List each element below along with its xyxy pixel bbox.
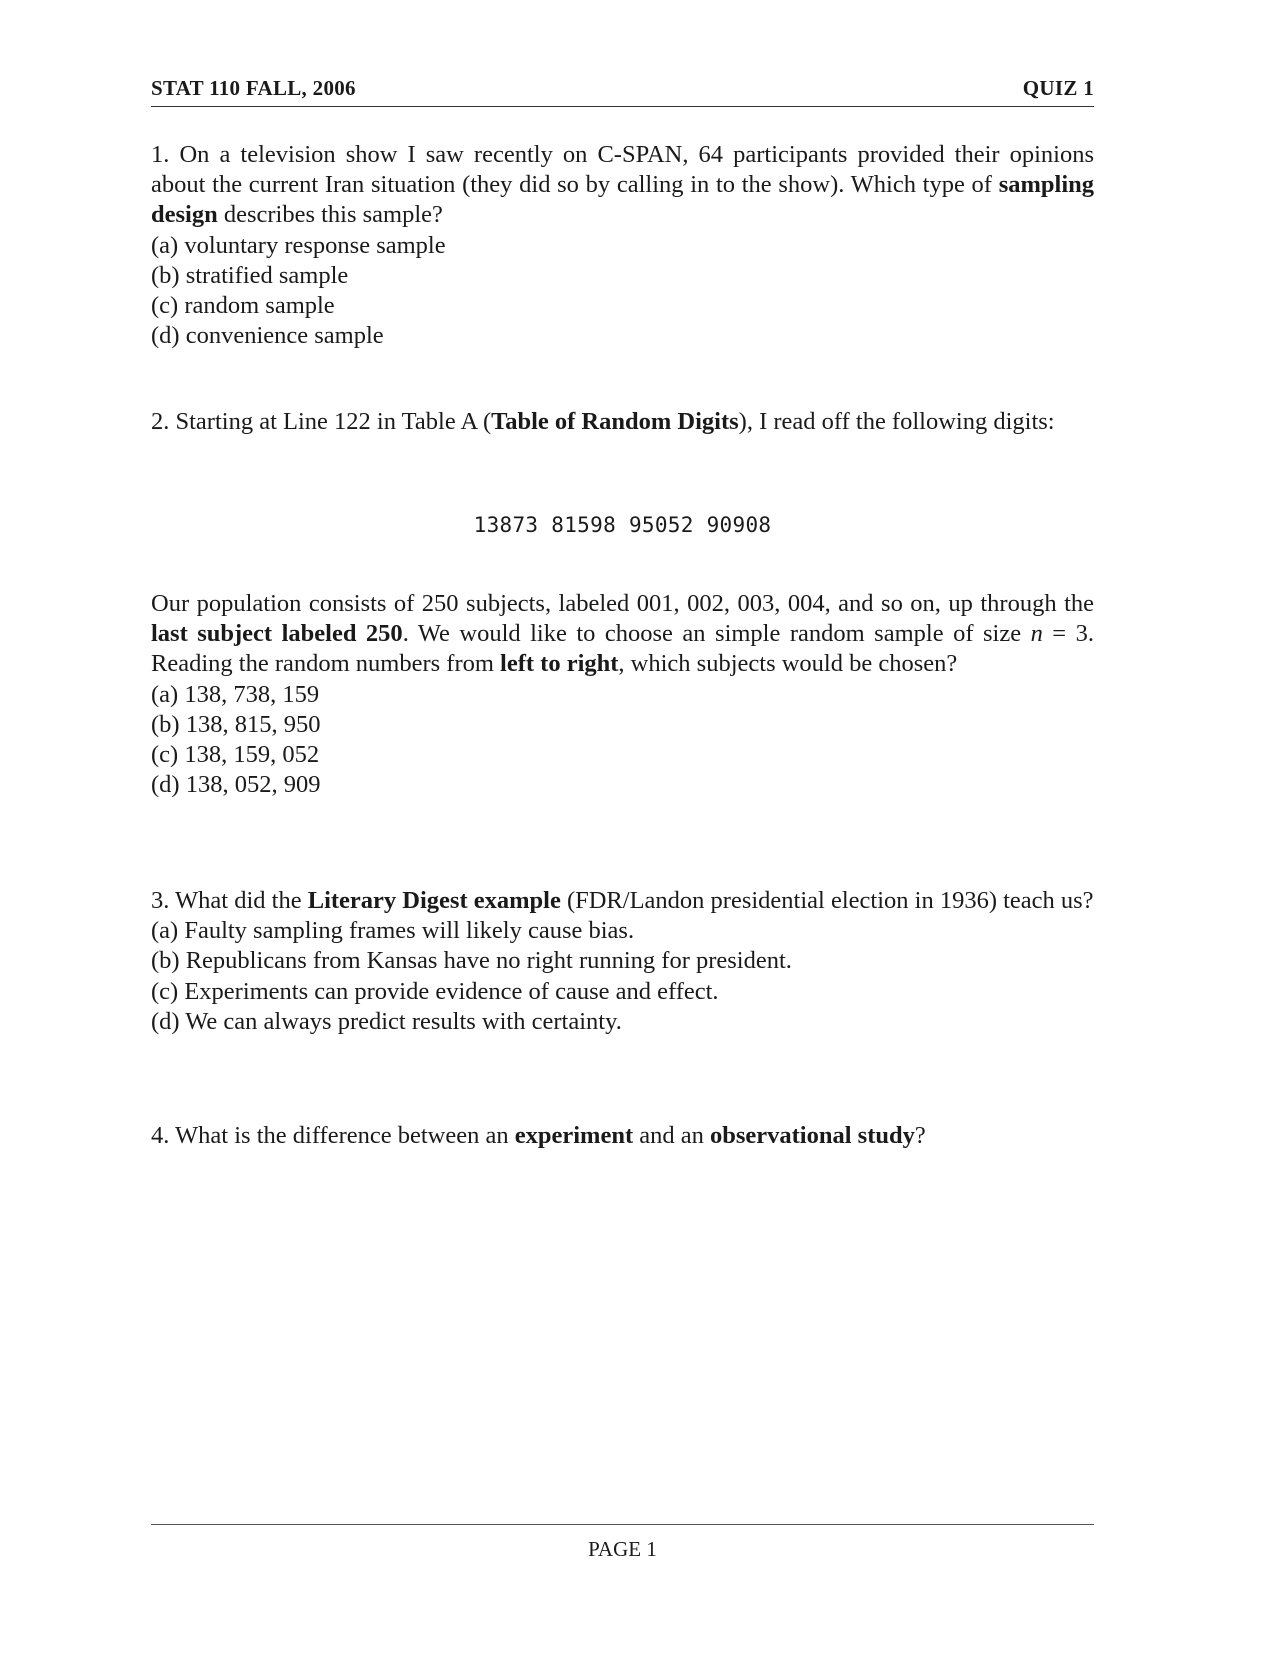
random-digits: 13873 81598 95052 90908 [473, 513, 772, 537]
course-title: STAT 110 FALL, 2006 [151, 76, 356, 100]
quiz-title: QUIZ 1 [1022, 76, 1094, 100]
page-header [151, 74, 1094, 107]
q2-text-4: , which subjects would be chosen? [618, 650, 958, 678]
q2-variable: n [1030, 620, 1043, 648]
question-1-option-c: (c) random sample [151, 292, 335, 320]
question-4-text: 4. What is the difference between an [151, 1122, 515, 1149]
question-4-stem [151, 1121, 1094, 1151]
question-1 [151, 140, 1094, 351]
quiz-page [151, 0, 1094, 1656]
question-2 [151, 407, 1094, 437]
q2-keyword-1: last subject labeled 250 [151, 620, 403, 648]
question-4 [151, 1121, 1094, 1151]
question-1-option-d: (d) convenience sample [151, 322, 384, 350]
question-1-stem [151, 140, 1094, 231]
question-2-option-c: (c) 138, 159, 052 [151, 741, 320, 769]
q2-text-3: = 3. Reading the random numbers from [151, 620, 1094, 678]
question-2-text: 2. Starting at Line 122 in Table A ( [151, 408, 492, 435]
question-2-keyword: Table of Random Digits [491, 408, 739, 435]
question-4-text-end: ? [914, 1122, 926, 1149]
question-2-option-d: (d) 138, 052, 909 [151, 771, 321, 799]
question-1-option-a: (a) voluntary response sample [151, 231, 446, 259]
question-4-keyword-2: observational study [709, 1122, 915, 1149]
question-3 [151, 886, 1094, 1037]
question-3-option-c: (c) Experiments can provide evidence of cause and effect. [151, 977, 719, 1005]
q2-keyword-2: left to right [500, 650, 619, 678]
question-4-keyword-1: experiment [514, 1122, 634, 1149]
page-number: PAGE 1 [588, 1537, 657, 1561]
question-3-text: 3. What did the [151, 887, 308, 914]
question-2-stem [151, 407, 1094, 437]
question-2-continued [151, 589, 1094, 800]
question-3-text-end: (FDR/Landon presidential election in 1936) teach us? [560, 887, 1094, 914]
question-3-keyword: Literary Digest example [307, 887, 561, 914]
question-3-option-d: (d) We can always predict results with certainty. [151, 1007, 622, 1035]
question-1-keyword: sampling design [151, 171, 1094, 229]
question-2-option-b: (b) 138, 815, 950 [151, 710, 321, 738]
question-2-text-end: ), I read off the following digits: [738, 408, 1055, 435]
q2-text-2: . We would like to choose an simple random sample of size [402, 620, 1031, 648]
question-3-option-a: (a) Faulty sampling frames will likely cause bias. [151, 917, 635, 945]
question-1-text-end: describes this sample? [217, 201, 443, 229]
question-1-option-b: (b) stratified sample [151, 261, 349, 289]
question-4-text-mid: and an [633, 1122, 710, 1149]
question-3-stem [151, 886, 1094, 916]
question-3-option-b: (b) Republicans from Kansas have no right running for president. [151, 947, 792, 975]
question-1-text: 1. On a television show I saw recently on C-SPAN, 64 participants provided their opinions about the current Iran situation (they did so by calling in to the show). Which type of [151, 141, 1094, 199]
question-2-option-a: (a) 138, 738, 159 [151, 680, 320, 708]
q2-text-1: Our population consists of 250 subjects, labeled 001, 002, 003, 004, and so on, up through the [151, 590, 1094, 617]
footer-divider [151, 1524, 1094, 1525]
question-2-paragraph [151, 589, 1094, 680]
